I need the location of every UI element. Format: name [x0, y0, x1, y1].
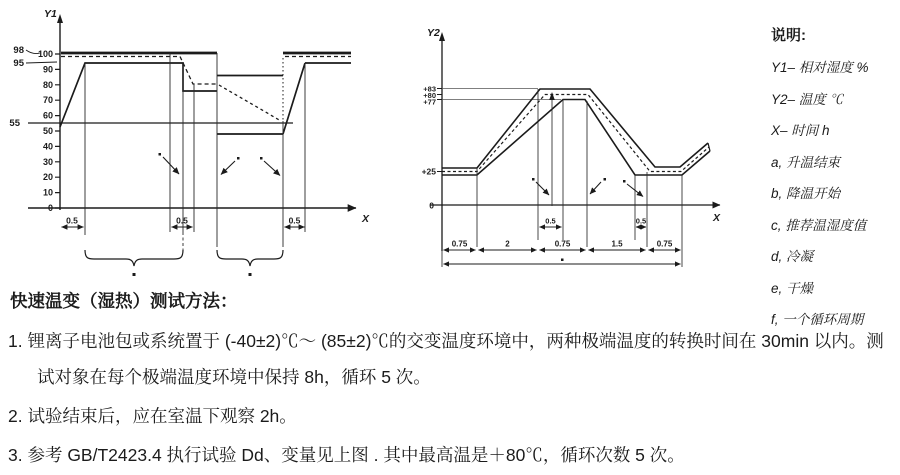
duration-label: 0.75 — [451, 239, 468, 249]
leader-line — [26, 62, 57, 63]
humidity-tick-labels — [38, 49, 53, 213]
method-step-3: 3. 参考 GB/T2423.4 执行试验 Dd、变量见上图 . 其中最高温是＋80℃，循环次数 5 次。 — [8, 444, 685, 465]
humidity-axes — [28, 14, 356, 210]
temp-callout-arrows — [532, 178, 643, 197]
temp-lower-solid — [442, 100, 710, 176]
y-axis-arrow-icon — [439, 32, 445, 41]
duration-label: 0.75 — [554, 239, 571, 249]
y-tick-label: 70 — [42, 95, 53, 106]
rise-end-arrow-icon — [549, 92, 555, 100]
temperature-chart-figure — [405, 15, 765, 285]
test-method-section — [8, 288, 894, 474]
y-axis-arrow-icon — [57, 14, 63, 23]
brace-letter-mark — [249, 273, 252, 276]
legend-item-b: b, 降温开始 — [771, 186, 841, 201]
temp-cycle-dimension — [444, 259, 681, 265]
ref-98-label: 98 — [13, 45, 24, 56]
drying-brace — [217, 250, 283, 266]
callout-letter-mark — [532, 178, 535, 181]
legend-item-x: X– 时间 h — [771, 123, 830, 138]
y-tick-label: 90 — [42, 64, 53, 75]
callout-letter-mark — [604, 178, 607, 181]
legend-item-d: d, 冷凝 — [771, 249, 814, 264]
y-tick-label: 80 — [42, 79, 53, 90]
temp-axes — [430, 32, 720, 251]
callout-letter-mark — [623, 180, 626, 183]
legend-item-f: f, 一个循环周期 — [771, 312, 864, 327]
humidity-profile-solid — [28, 53, 351, 134]
legend-item-a: a, 升温结束 — [771, 154, 841, 170]
brace-letter-mark — [133, 273, 136, 276]
y-tick-label: 40 — [42, 141, 53, 152]
humidity-extension-lines — [85, 53, 305, 252]
legend-item-y1: Y1– 相对湿度 % — [771, 60, 869, 75]
duration-label: 1.5 — [611, 239, 623, 249]
method-step-1: 1. 锂离子电池包或系统置于 (-40±2)℃～ (85±2)℃的交变温度环境中，两种极端温度的转换时间在 30min 以内。测试对象在每个极端温度环境中保持 8h，循环 5 次。 — [8, 331, 884, 387]
y2-axis-label: Y2 — [427, 27, 440, 39]
y-tick-label: 100 — [37, 49, 53, 59]
temp-profile-band — [442, 89, 710, 175]
legend-item-c: c, 推荐温湿度值 — [771, 217, 867, 233]
y-tick-label: 60 — [42, 110, 53, 121]
temp-small-dimensions — [540, 217, 647, 228]
legend-item-e: e, 干燥 — [771, 280, 814, 296]
callout-letter-mark — [159, 153, 162, 156]
dim-label-0.5: 0.5 — [176, 215, 188, 226]
temp-recommended-dashed — [442, 95, 709, 172]
y-tick-label: 20 — [42, 172, 53, 183]
temp-upper-solid — [442, 89, 708, 168]
x-axis-label: X — [362, 213, 370, 225]
level-80-label: +80 — [423, 91, 436, 100]
legend-item-y2: Y2– 温度 ℃ — [771, 91, 844, 107]
temp-level-leaders — [442, 89, 561, 100]
condensation-brace — [85, 250, 183, 266]
callout-letter-mark — [237, 157, 240, 160]
duration-label: 2 — [505, 239, 510, 249]
humidity-callout-arrows — [159, 153, 281, 176]
dim-label-0.5: 0.5 — [288, 215, 301, 226]
temp-level-labels — [422, 85, 437, 211]
x-axis-label: X — [713, 212, 721, 224]
method-step-2: 2. 试验结束后，应在室温下观察 2h。 — [8, 405, 297, 426]
ref-55-label: 55 — [9, 118, 20, 129]
humidity-chart-figure — [0, 0, 400, 292]
y-tick-label: 30 — [42, 156, 53, 167]
humidity-dimensions — [62, 216, 305, 228]
small-dim-label: 0.5 — [635, 216, 647, 226]
ref-95-label: 95 — [13, 58, 24, 69]
level-77-label: +77 — [423, 97, 436, 107]
level-83-label: +83 — [423, 84, 436, 94]
callout-letter-mark — [260, 157, 263, 160]
temp-duration-dimensions — [444, 240, 681, 251]
zero-label: 0 — [429, 200, 434, 211]
dim-label-0.5: 0.5 — [66, 215, 78, 226]
humidity-phase-braces — [85, 250, 283, 276]
humidity-profile-dashed — [61, 57, 351, 122]
legend-title: 说明: — [771, 27, 806, 44]
duration-label: 0.75 — [656, 239, 673, 249]
level-25-label: +25 — [421, 166, 436, 177]
y-tick-label: 0 — [47, 203, 53, 213]
small-dim-label: 0.5 — [545, 216, 556, 226]
y1-axis-label: Y1 — [44, 8, 57, 20]
y-tick-label: 10 — [42, 187, 53, 198]
y-tick-label: 50 — [42, 126, 53, 136]
section-heading: 快速温变（湿热）测试方法： — [10, 291, 238, 311]
cycle-letter-mark — [561, 259, 564, 262]
